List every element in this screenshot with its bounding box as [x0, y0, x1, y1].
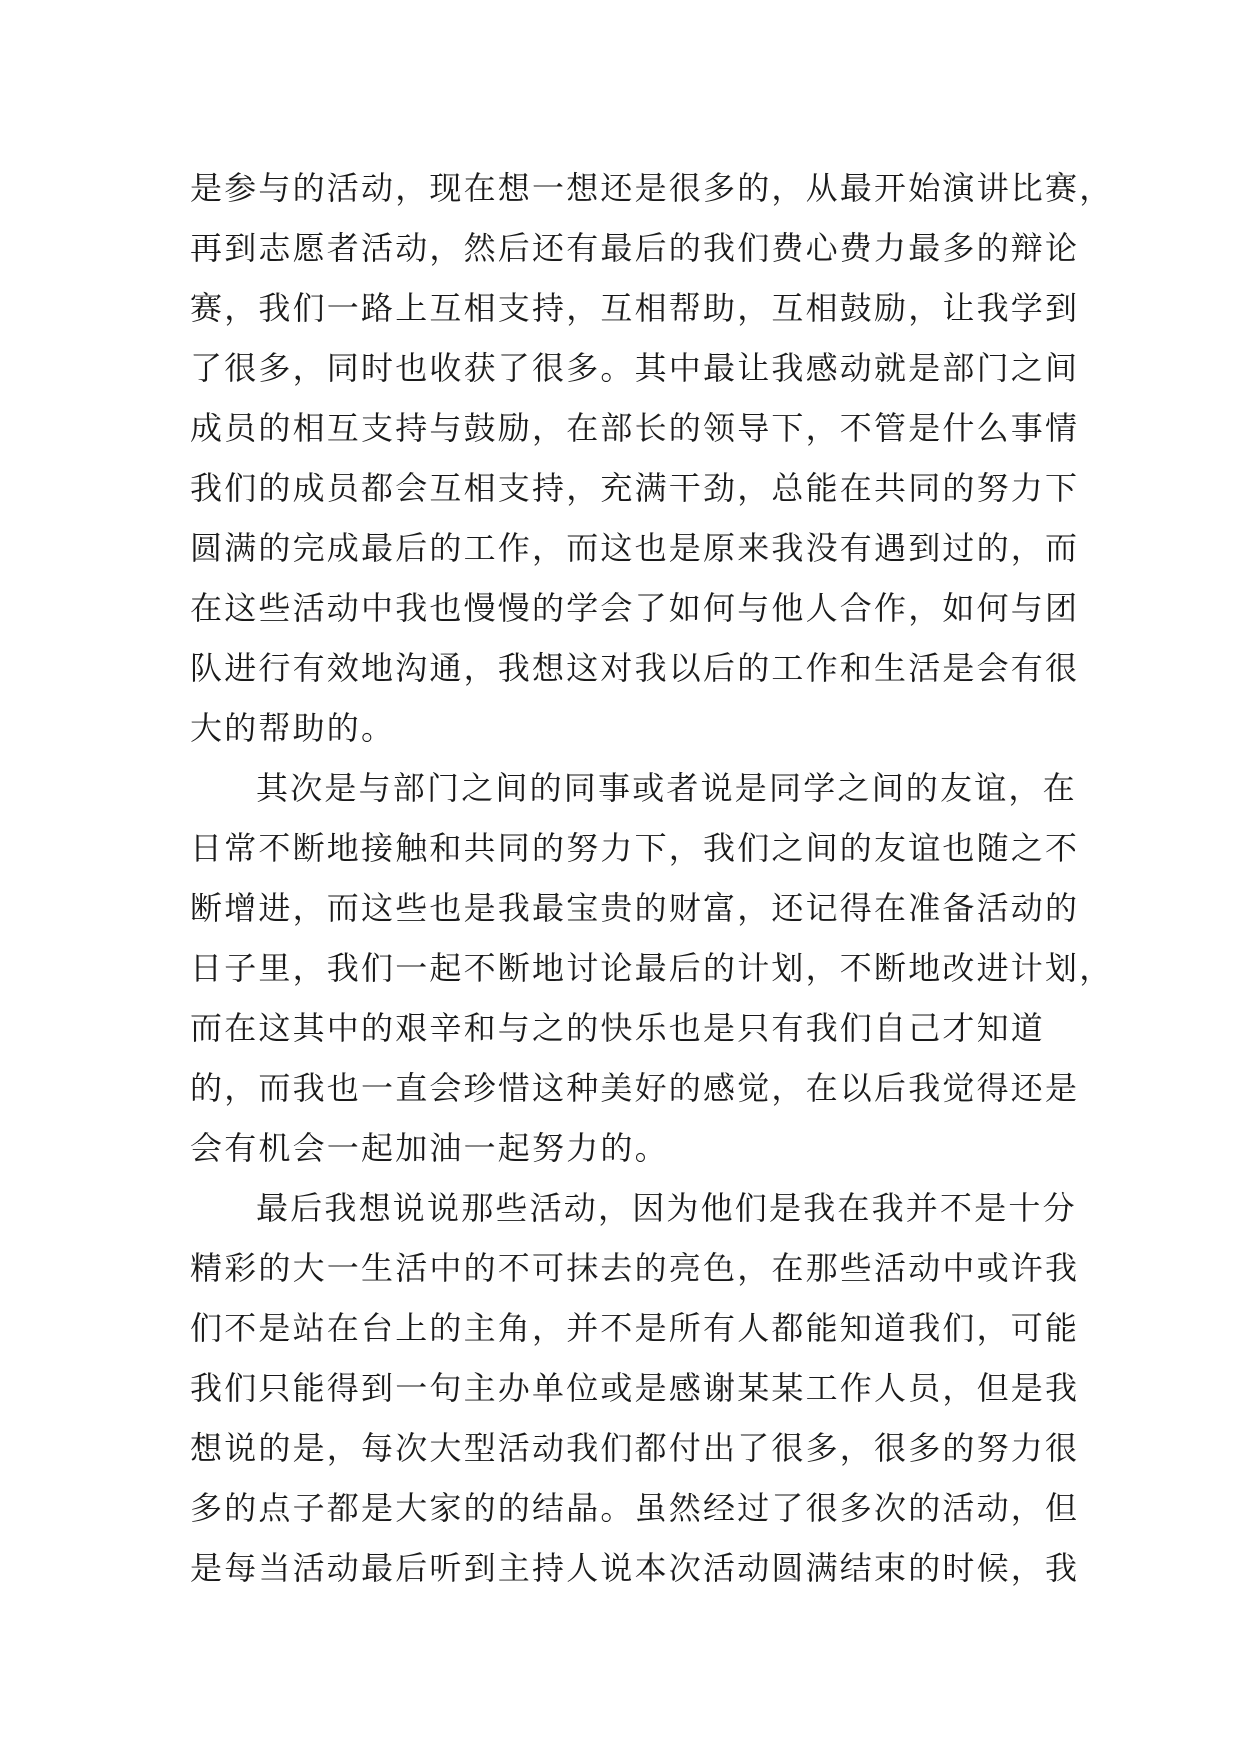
text-line: 是参与的活动，现在想一想还是很多的，从最开始演讲比赛， — [190, 169, 1114, 207]
text-line: 我们只能得到一句主办单位或是感谢某某工作人员，但是我 — [190, 1369, 1080, 1407]
text-line: 的，而我也一直会珍惜这种美好的感觉，在以后我觉得还是 — [190, 1069, 1080, 1107]
text-line: 是每当活动最后听到主持人说本次活动圆满结束的时候，我 — [190, 1549, 1080, 1587]
text-line: 圆满的完成最后的工作，而这也是原来我没有遇到过的，而 — [190, 529, 1080, 567]
text-line: 们不是站在台上的主角，并不是所有人都能知道我们，可能 — [190, 1309, 1080, 1347]
text-line: 赛，我们一路上互相支持，互相帮助，互相鼓励，让我学到 — [190, 289, 1080, 327]
text-line: 我们的成员都会互相支持，充满干劲，总能在共同的努力下 — [190, 469, 1080, 507]
text-line: 成员的相互支持与鼓励，在部长的领导下，不管是什么事情 — [190, 409, 1080, 447]
text-line: 了很多，同时也收获了很多。其中最让我感动就是部门之间 — [190, 349, 1080, 387]
text-line: 想说的是，每次大型活动我们都付出了很多，很多的努力很 — [190, 1429, 1080, 1467]
text-line: 日子里，我们一起不断地讨论最后的计划，不断地改进计划， — [190, 949, 1114, 987]
text-line: 多的点子都是大家的的结晶。虽然经过了很多次的活动，但 — [190, 1489, 1080, 1527]
text-line: 队进行有效地沟通，我想这对我以后的工作和生活是会有很 — [190, 649, 1080, 687]
text-line: 在这些活动中我也慢慢的学会了如何与他人合作，如何与团 — [190, 589, 1080, 627]
paragraph-start-line: 其次是与部门之间的同事或者说是同学之间的友谊，在 — [256, 769, 1077, 807]
text-line: 日常不断地接触和共同的努力下，我们之间的友谊也随之不 — [190, 829, 1080, 867]
body-text — [190, 158, 1114, 1598]
text-line: 大的帮助的。 — [190, 709, 396, 747]
paragraph-start-line: 最后我想说说那些活动，因为他们是我在我并不是十分 — [256, 1189, 1077, 1227]
text-line: 而在这其中的艰辛和与之的快乐也是只有我们自己才知道 — [190, 1009, 1046, 1047]
text-line: 会有机会一起加油一起努力的。 — [190, 1129, 669, 1167]
text-line: 断增进，而这些也是我最宝贵的财富，还记得在准备活动的 — [190, 889, 1080, 927]
text-line: 再到志愿者活动，然后还有最后的我们费心费力最多的辩论 — [190, 229, 1080, 267]
text-line: 精彩的大一生活中的不可抹去的亮色，在那些活动中或许我 — [190, 1249, 1080, 1287]
